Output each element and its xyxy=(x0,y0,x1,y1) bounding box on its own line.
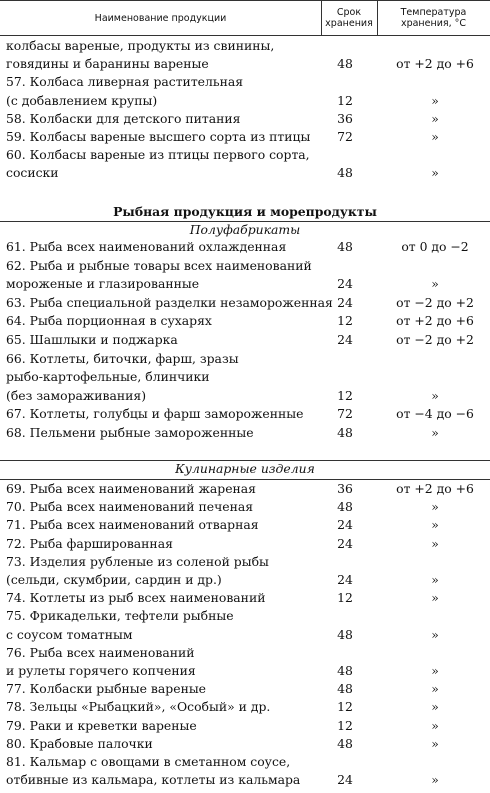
storage-term: 36 xyxy=(337,110,353,126)
product-name: отбивные из кальмара, котлеты из кальмара xyxy=(6,772,301,788)
product-name: 81. Кальмар с овощами в сметанном соусе, xyxy=(6,754,291,769)
table-row xyxy=(0,698,490,715)
product-name: с соусом томатным xyxy=(6,626,133,642)
table-header xyxy=(0,0,490,36)
storage-term: 24 xyxy=(337,572,353,587)
table-row xyxy=(0,92,490,109)
storage-term: 24 xyxy=(337,517,353,533)
header-storage-temp: Температура хранения, °С xyxy=(400,7,467,29)
product-name: 78. Зельцы «Рыбацкий», «Особый» и др. xyxy=(6,699,271,715)
storage-term: 72 xyxy=(337,406,353,422)
product-name: 63. Рыба специальной разделки незамороженная xyxy=(6,294,333,310)
storage-temp: от −2 до +2 xyxy=(396,294,474,310)
storage-term: 24 xyxy=(337,276,353,292)
storage-term: 48 xyxy=(337,626,353,642)
table-row xyxy=(0,626,490,643)
storage-term: 12 xyxy=(337,717,353,733)
table-row xyxy=(0,771,490,788)
table-row xyxy=(0,128,490,145)
table-row xyxy=(0,350,490,367)
table-row xyxy=(0,535,490,552)
storage-temp: » xyxy=(431,425,439,440)
table-row xyxy=(0,607,490,624)
storage-temp: » xyxy=(431,276,439,292)
storage-temp: » xyxy=(431,590,439,606)
storage-temp: » xyxy=(431,717,439,733)
product-name: (без замораживания) xyxy=(6,387,147,403)
product-name: 80. Крабовые палочки xyxy=(6,735,153,751)
table-row xyxy=(0,312,490,329)
table-row xyxy=(0,257,490,274)
subsection-title-semi: Полуфабрикаты xyxy=(189,222,301,237)
table-row xyxy=(0,662,490,679)
table-row xyxy=(0,516,490,533)
product-name: (сельди, скумбрии, сардин и др.) xyxy=(6,572,222,587)
storage-temp: » xyxy=(431,110,439,126)
storage-temp: » xyxy=(431,517,439,533)
storage-temp: » xyxy=(431,735,439,751)
product-name: 57. Колбаса ливерная растительная xyxy=(6,74,244,90)
product-name: 64. Рыба порционная в сухарях xyxy=(6,313,212,329)
storage-term: 12 xyxy=(337,387,353,403)
table-row xyxy=(0,680,490,697)
storage-temp: » xyxy=(431,499,439,515)
table-row xyxy=(0,238,490,255)
section-title-fish: Рыбная продукция и морепродукты xyxy=(113,204,377,219)
storage-term: 48 xyxy=(337,56,353,72)
header-storage-term: Срок хранения xyxy=(325,7,373,29)
table-row xyxy=(0,498,490,515)
table-row xyxy=(0,164,490,181)
table-row xyxy=(0,480,490,497)
table-row xyxy=(0,644,490,661)
product-name: сосиски xyxy=(6,165,59,181)
table-row xyxy=(0,37,490,54)
storage-temp: » xyxy=(431,572,439,587)
storage-term: 48 xyxy=(337,239,353,254)
table-row xyxy=(0,735,490,752)
table-row xyxy=(0,424,490,441)
table-row xyxy=(0,55,490,72)
table-row xyxy=(0,387,490,404)
storage-temp: от +2 до +6 xyxy=(396,313,474,329)
storage-term: 24 xyxy=(337,332,353,347)
table-row xyxy=(0,717,490,734)
storage-temp: от −4 до −6 xyxy=(396,406,474,422)
product-name: и рулеты горячего копчения xyxy=(6,663,196,678)
product-name: 79. Раки и креветки вареные xyxy=(6,717,197,733)
storage-term: 24 xyxy=(337,294,353,310)
table-row xyxy=(0,589,490,606)
table-row xyxy=(0,553,490,570)
product-name: 59. Колбасы вареные высшего сорта из птицы xyxy=(6,129,311,144)
storage-temp: » xyxy=(431,92,439,108)
table-row xyxy=(0,331,490,348)
product-name: 69. Рыба всех наименований жареная xyxy=(6,481,256,496)
storage-term: 48 xyxy=(337,681,353,697)
storage-temp: » xyxy=(431,129,439,144)
product-name: 72. Рыба фаршированная xyxy=(6,535,173,551)
storage-term: 12 xyxy=(337,590,353,606)
product-name: мороженые и глазированные xyxy=(6,276,200,292)
storage-term: 12 xyxy=(337,313,353,329)
product-name: 65. Шашлыки и поджарка xyxy=(6,332,178,347)
product-name: 77. Колбаски рыбные вареные xyxy=(6,681,207,697)
product-name: 58. Колбаски для детского питания xyxy=(6,110,241,126)
storage-temp: от +2 до +6 xyxy=(396,481,474,496)
storage-term: 24 xyxy=(337,535,353,551)
storage-term: 48 xyxy=(337,165,353,181)
product-name: (с добавлением крупы) xyxy=(6,92,158,108)
table-row xyxy=(0,110,490,127)
product-name: 70. Рыба всех наименований печеная xyxy=(6,499,254,515)
storage-temp: » xyxy=(431,165,439,181)
table-row xyxy=(0,368,490,385)
header-product-name: Наименование продукции xyxy=(94,12,227,24)
storage-temp: » xyxy=(431,535,439,551)
subsection-title-culinary: Кулинарные изделия xyxy=(175,461,315,476)
storage-temp: от 0 до −2 xyxy=(401,239,469,254)
product-name: 71. Рыба всех наименований отварная xyxy=(6,517,259,533)
storage-temp: » xyxy=(431,626,439,642)
storage-term: 36 xyxy=(337,481,353,496)
storage-term: 24 xyxy=(337,772,353,788)
product-name: колбасы вареные, продукты из свинины, xyxy=(6,38,275,53)
storage-term: 48 xyxy=(337,735,353,751)
product-name: 68. Пельмени рыбные замороженные xyxy=(6,425,254,440)
storage-term: 12 xyxy=(337,92,353,108)
storage-term: 48 xyxy=(337,499,353,515)
storage-temp: » xyxy=(431,387,439,403)
product-name: 66. Котлеты, биточки, фарш, зразы xyxy=(6,350,239,366)
product-name: 75. Фрикадельки, тефтели рыбные xyxy=(6,608,234,624)
product-name: 73. Изделия рубленые из соленой рыбы xyxy=(6,553,269,569)
table-row xyxy=(0,294,490,311)
table-row xyxy=(0,753,490,770)
storage-temp: » xyxy=(431,772,439,788)
storage-temp: от −2 до +2 xyxy=(396,332,474,347)
storage-temp: » xyxy=(431,699,439,715)
storage-term: 48 xyxy=(337,425,353,440)
product-name: 60. Колбасы вареные из птицы первого сорта, xyxy=(6,147,310,163)
table-row xyxy=(0,275,490,292)
storage-term: 48 xyxy=(337,663,353,678)
product-name: 67. Котлеты, голубцы и фарш замороженные xyxy=(6,406,304,422)
product-name: 61. Рыба всех наименований охлажденная xyxy=(6,239,287,254)
table-row xyxy=(0,73,490,90)
table-row xyxy=(0,571,490,588)
storage-temp: » xyxy=(431,663,439,678)
storage-term: 12 xyxy=(337,699,353,715)
product-name: 62. Рыба и рыбные товары всех наименований xyxy=(6,257,312,273)
product-name: говядины и баранины вареные xyxy=(6,56,209,72)
storage-temp: от +2 до +6 xyxy=(396,56,474,72)
product-name: рыбо-картофельные, блинчики xyxy=(6,369,210,385)
table-row xyxy=(0,146,490,163)
product-name: 76. Рыба всех наименований xyxy=(6,644,195,660)
product-name: 74. Котлеты из рыб всех наименований xyxy=(6,590,266,606)
storage-temp: » xyxy=(431,681,439,697)
table-row xyxy=(0,405,490,422)
storage-term: 72 xyxy=(337,129,353,144)
